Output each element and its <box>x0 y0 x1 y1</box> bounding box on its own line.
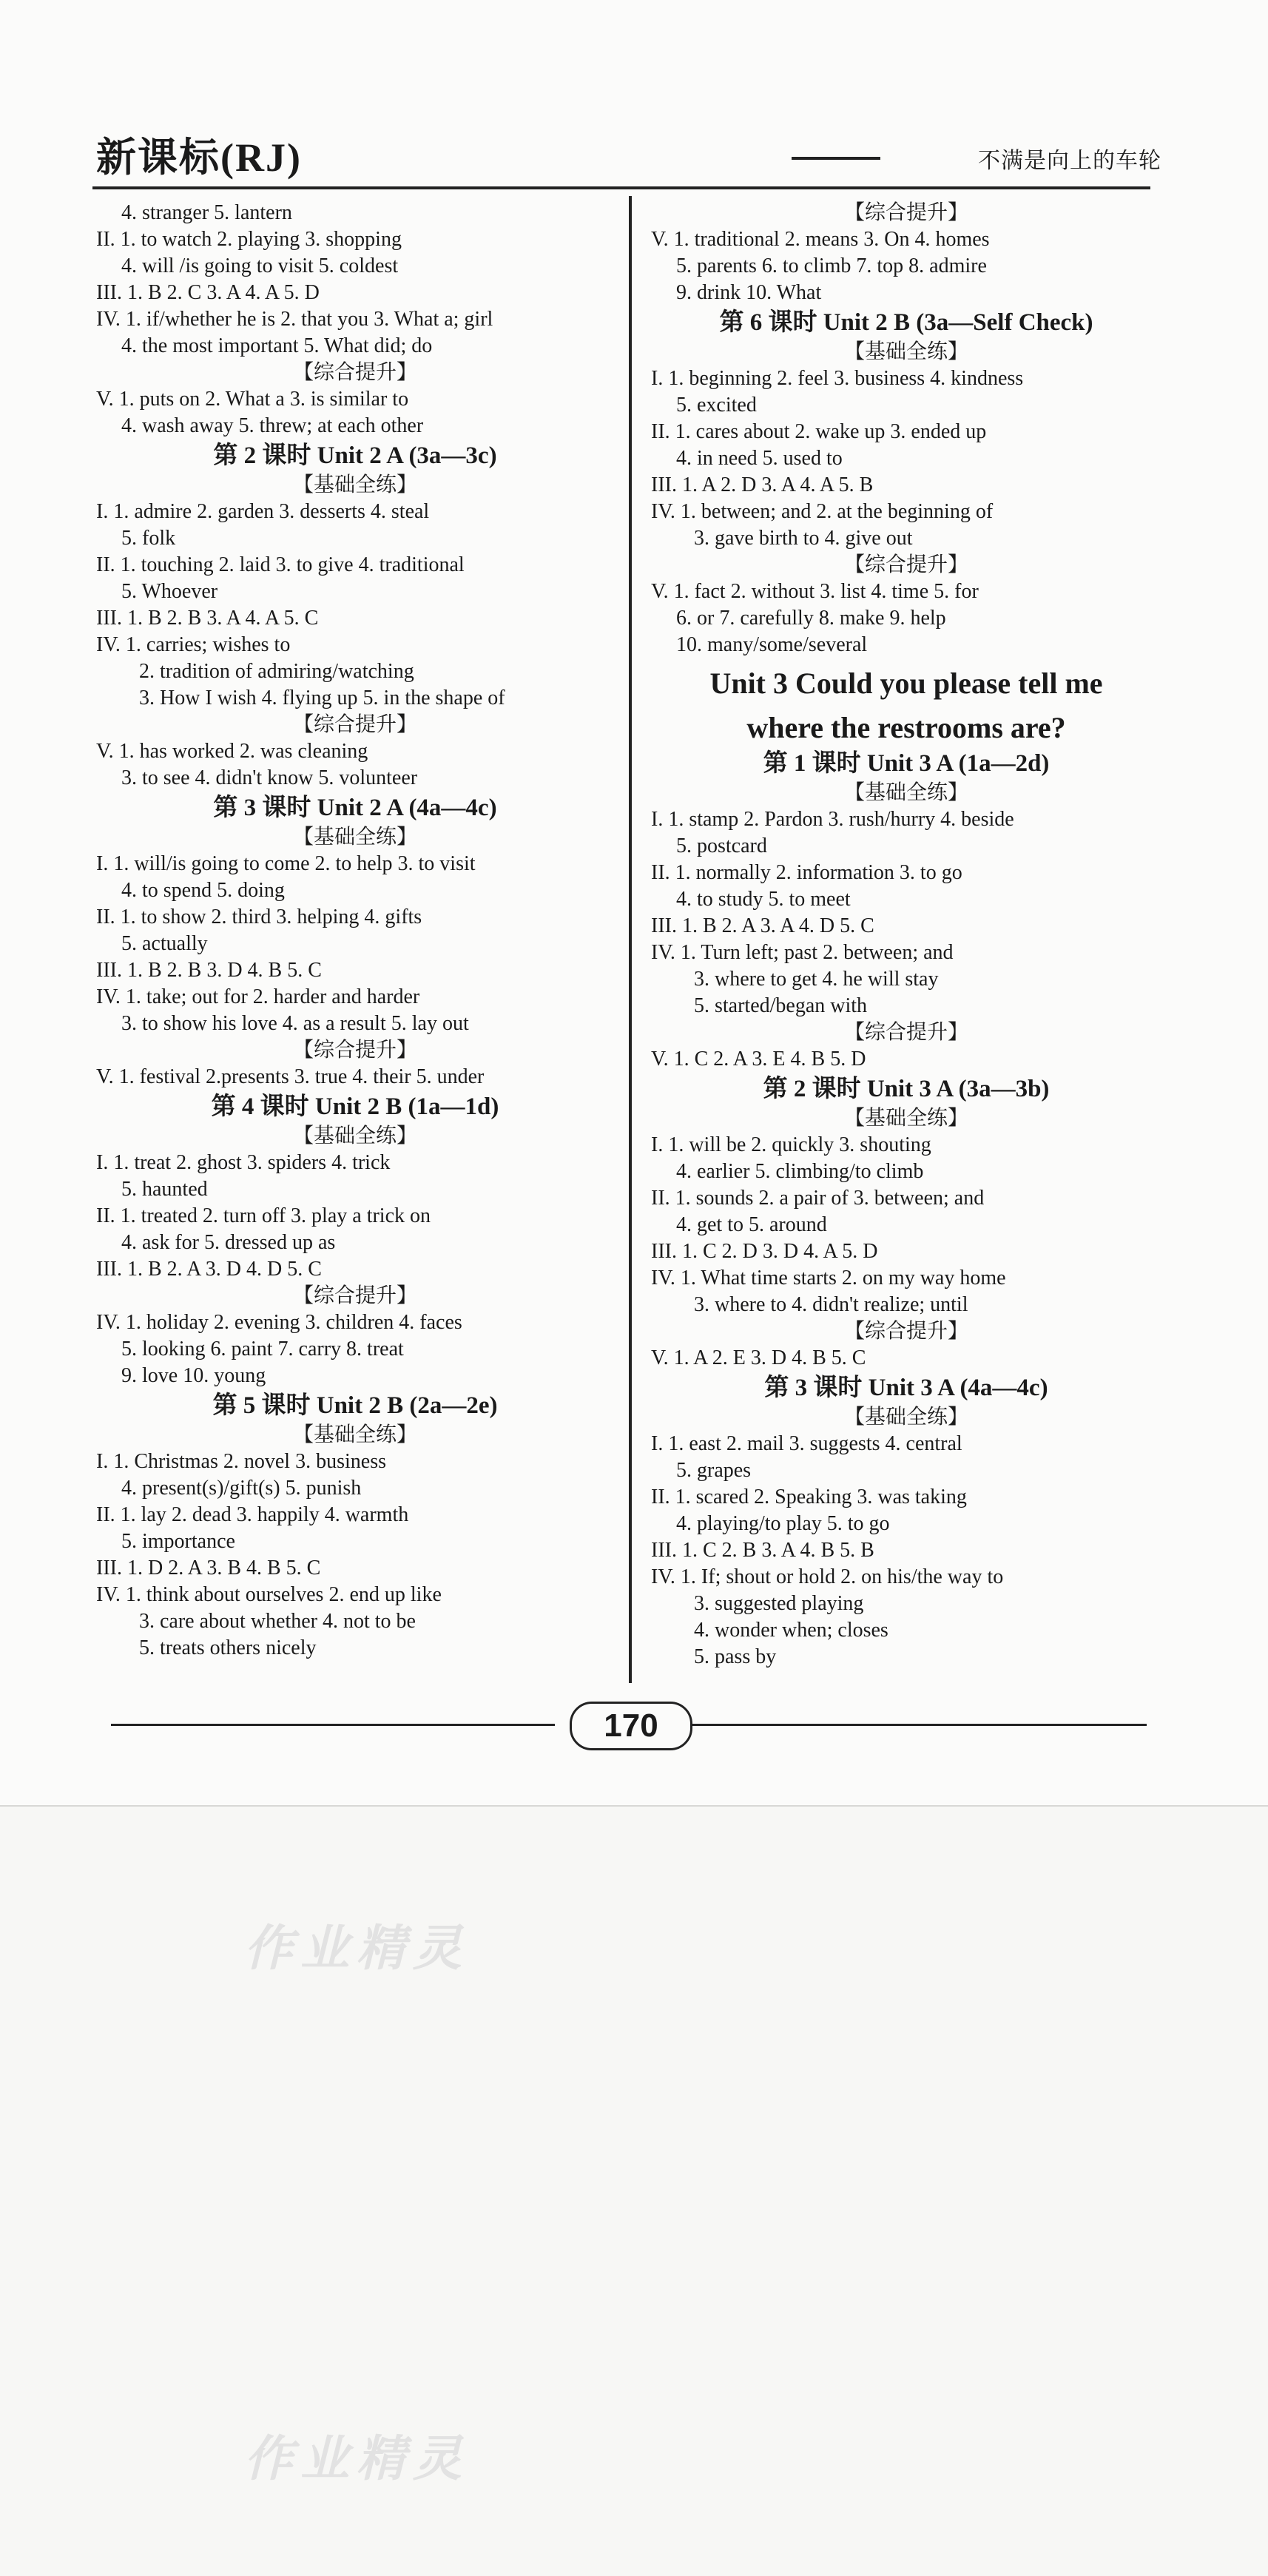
answer-line: III. 1. B 2. C 3. A 4. A 5. D <box>96 281 320 304</box>
answer-line: I. 1. will be 2. quickly 3. shouting <box>651 1133 931 1156</box>
answer-line: II. 1. scared 2. Speaking 3. was taking <box>651 1486 967 1508</box>
answer-line: I. 1. beginning 2. feel 3. business 4. kindness <box>651 367 1024 390</box>
section-heading: 【基础全练】 <box>843 1406 968 1429</box>
answer-line: 5. parents 6. to climb 7. top 8. admire <box>676 254 987 277</box>
answer-line: 5. postcard <box>676 834 767 857</box>
answer-line: 5. grapes <box>676 1459 752 1482</box>
answer-line: 4. get to 5. around <box>676 1213 827 1236</box>
answer-line: 3. gave birth to 4. give out <box>694 527 913 550</box>
answer-line: 3. suggested playing <box>694 1592 864 1615</box>
motto: 不满是向上的车轮 <box>978 149 1161 173</box>
lesson-title: 第 1 课时 Unit 3 A (1a—2d) <box>763 750 1050 777</box>
answer-line: 5. treats others nicely <box>139 1636 317 1659</box>
answer-line: 5. actually <box>121 932 208 955</box>
answer-line: I. 1. admire 2. garden 3. desserts 4. steal <box>96 500 430 523</box>
answer-line: II. 1. to watch 2. playing 3. shopping <box>96 228 402 251</box>
motto-rule <box>792 157 880 160</box>
section-heading: 【基础全练】 <box>843 340 968 363</box>
lesson-title: 第 3 课时 Unit 3 A (4a—4c) <box>764 1375 1048 1401</box>
section-heading: 【基础全练】 <box>843 1107 968 1130</box>
answer-line: 5. importance <box>121 1530 235 1553</box>
answer-line: III. 1. A 2. D 3. A 4. A 5. B <box>651 473 874 496</box>
answer-line: III. 1. C 2. D 3. D 4. A 5. D <box>651 1240 878 1263</box>
lesson-title: 第 2 课时 Unit 2 A (3a—3c) <box>213 442 497 469</box>
answer-line: 4. stranger 5. lantern <box>121 201 292 224</box>
answer-line: IV. 1. take; out for 2. harder and harder <box>96 985 420 1008</box>
answer-line: 5. folk <box>121 527 176 550</box>
answer-line: IV. 1. think about ourselves 2. end up like <box>96 1583 442 1606</box>
answer-line: V. 1. C 2. A 3. E 4. B 5. D <box>651 1048 866 1070</box>
page-number: 170 <box>570 1702 692 1750</box>
answer-line: 3. to show his love 4. as a result 5. lay out <box>121 1012 469 1035</box>
lesson-title: 第 3 课时 Unit 2 A (4a—4c) <box>213 795 497 821</box>
section-heading: 【综合提升】 <box>843 201 968 224</box>
section-heading: 【综合提升】 <box>843 1320 968 1343</box>
section-heading: 【基础全练】 <box>292 1423 417 1446</box>
answer-line: V. 1. has worked 2. was cleaning <box>96 740 368 763</box>
header-rule <box>92 186 1150 189</box>
answer-line: II. 1. treated 2. turn off 3. play a trick on <box>96 1204 431 1227</box>
answer-line: II. 1. lay 2. dead 3. happily 4. warmth <box>96 1503 409 1526</box>
answer-line: II. 1. sounds 2. a pair of 3. between; and <box>651 1187 985 1210</box>
answer-line: III. 1. B 2. B 3. D 4. B 5. C <box>96 959 322 982</box>
answer-line: V. 1. festival 2.presents 3. true 4. their 5. under <box>96 1065 485 1088</box>
answer-line: I. 1. treat 2. ghost 3. spiders 4. trick <box>96 1151 391 1174</box>
footer-rule-left <box>111 1724 555 1726</box>
answer-line: 4. wash away 5. threw; at each other <box>121 414 424 437</box>
answer-line: 4. wonder when; closes <box>694 1619 888 1642</box>
answer-line: IV. 1. between; and 2. at the beginning of <box>651 500 994 523</box>
answer-line: 3. to see 4. didn't know 5. volunteer <box>121 766 418 789</box>
answer-line: 5. haunted <box>121 1178 208 1201</box>
answer-line: 2. tradition of admiring/watching <box>139 660 414 683</box>
answer-line: 3. care about whether 4. not to be <box>139 1610 416 1633</box>
answer-line: 4. to spend 5. doing <box>121 879 285 902</box>
watermark: 作业精灵 <box>244 1920 469 1977</box>
answer-line: V. 1. traditional 2. means 3. On 4. homes <box>651 228 990 251</box>
answer-line: II. 1. normally 2. information 3. to go <box>651 861 962 884</box>
answer-line: 4. in need 5. used to <box>676 447 843 470</box>
page-header <box>81 126 1161 185</box>
answer-line: 10. many/some/several <box>676 633 868 656</box>
lesson-title: 第 4 课时 Unit 2 B (1a—1d) <box>211 1093 499 1120</box>
page-footer <box>111 1702 1147 1746</box>
answer-line: V. 1. puts on 2. What a 3. is similar to <box>96 388 409 411</box>
answer-line: IV. 1. What time starts 2. on my way home <box>651 1267 1006 1289</box>
answer-line: 5. started/began with <box>694 994 868 1017</box>
answer-line: III. 1. B 2. B 3. A 4. A 5. C <box>96 607 319 630</box>
answer-line: II. 1. cares about 2. wake up 3. ended up <box>651 420 987 443</box>
answer-line: I. 1. Christmas 2. novel 3. business <box>96 1450 386 1473</box>
section-heading: 【基础全练】 <box>292 1125 417 1147</box>
answer-line: 3. How I wish 4. flying up 5. in the shape of <box>139 687 505 709</box>
answer-line: I. 1. stamp 2. Pardon 3. rush/hurry 4. beside <box>651 808 1014 831</box>
answer-line: 4. the most important 5. What did; do <box>121 334 433 357</box>
right-column <box>651 200 1161 1670</box>
answer-line: IV. 1. holiday 2. evening 3. children 4. faces <box>96 1311 462 1334</box>
lesson-title: 第 6 课时 Unit 2 B (3a—Self Check) <box>719 309 1093 336</box>
lesson-title: 第 2 课时 Unit 3 A (3a—3b) <box>763 1076 1050 1102</box>
answer-line: IV. 1. If; shout or hold 2. on his/the way to <box>651 1565 1004 1588</box>
section-heading: 【基础全练】 <box>292 473 417 496</box>
series-title: 新课标(RJ) <box>96 135 302 180</box>
answer-line: IV. 1. if/whether he is 2. that you 3. What a; girl <box>96 308 493 331</box>
answer-line: 4. present(s)/gift(s) 5. punish <box>121 1477 362 1500</box>
answer-line: 4. to study 5. to meet <box>676 888 851 911</box>
answer-line: III. 1. C 2. B 3. A 4. B 5. B <box>651 1539 874 1562</box>
section-heading: 【综合提升】 <box>843 1021 968 1044</box>
answer-line: III. 1. D 2. A 3. B 4. B 5. C <box>96 1557 321 1579</box>
answer-line: II. 1. touching 2. laid 3. to give 4. traditional <box>96 553 465 576</box>
answer-line: 6. or 7. carefully 8. make 9. help <box>676 607 946 630</box>
section-heading: 【综合提升】 <box>292 1284 417 1307</box>
section-heading: 【综合提升】 <box>843 553 968 576</box>
answer-line: II. 1. to show 2. third 3. helping 4. gifts <box>96 906 422 928</box>
answer-line: 5. pass by <box>694 1645 777 1668</box>
answer-line: 4. ask for 5. dressed up as <box>121 1231 336 1254</box>
section-heading: 【综合提升】 <box>292 1039 417 1062</box>
watermark: 作业精灵 <box>244 2430 469 2487</box>
answer-line: 5. excited <box>676 394 757 417</box>
answer-line: IV. 1. Turn left; past 2. between; and <box>651 941 954 964</box>
answer-line: V. 1. A 2. E 3. D 4. B 5. C <box>651 1346 866 1369</box>
section-heading: 【基础全练】 <box>292 826 417 849</box>
answer-line: I. 1. east 2. mail 3. suggests 4. central <box>651 1432 962 1455</box>
answer-line: IV. 1. carries; wishes to <box>96 633 291 656</box>
lesson-title: 第 5 课时 Unit 2 B (2a—2e) <box>212 1392 498 1419</box>
answer-line: 9. drink 10. What <box>676 281 822 304</box>
answer-line: 4. will /is going to visit 5. coldest <box>121 254 399 277</box>
answer-line: 9. love 10. young <box>121 1364 266 1387</box>
column-divider <box>629 196 632 1683</box>
answer-line: V. 1. fact 2. without 3. list 4. time 5. for <box>651 580 979 603</box>
answer-line: 3. where to get 4. he will stay <box>694 968 939 991</box>
answer-line: 3. where to 4. didn't realize; until <box>694 1293 968 1316</box>
answer-line: III. 1. B 2. A 3. D 4. D 5. C <box>96 1258 322 1281</box>
answer-line: 4. earlier 5. climbing/to climb <box>676 1160 924 1183</box>
answer-line: 5. Whoever <box>121 580 218 603</box>
answer-line: I. 1. will/is going to come 2. to help 3. to visit <box>96 852 476 875</box>
section-heading: 【综合提升】 <box>292 361 417 384</box>
answer-line: 5. looking 6. paint 7. carry 8. treat <box>121 1338 404 1361</box>
answer-line: III. 1. B 2. A 3. A 4. D 5. C <box>651 914 874 937</box>
unit-title: where the restrooms are? <box>746 711 1066 744</box>
left-column <box>96 200 614 1662</box>
footer-rule-right <box>688 1724 1147 1726</box>
section-heading: 【基础全练】 <box>843 781 968 804</box>
section-heading: 【综合提升】 <box>292 713 417 736</box>
unit-title: Unit 3 Could you please tell me <box>709 667 1103 700</box>
answer-line: 4. playing/to play 5. to go <box>676 1512 890 1535</box>
